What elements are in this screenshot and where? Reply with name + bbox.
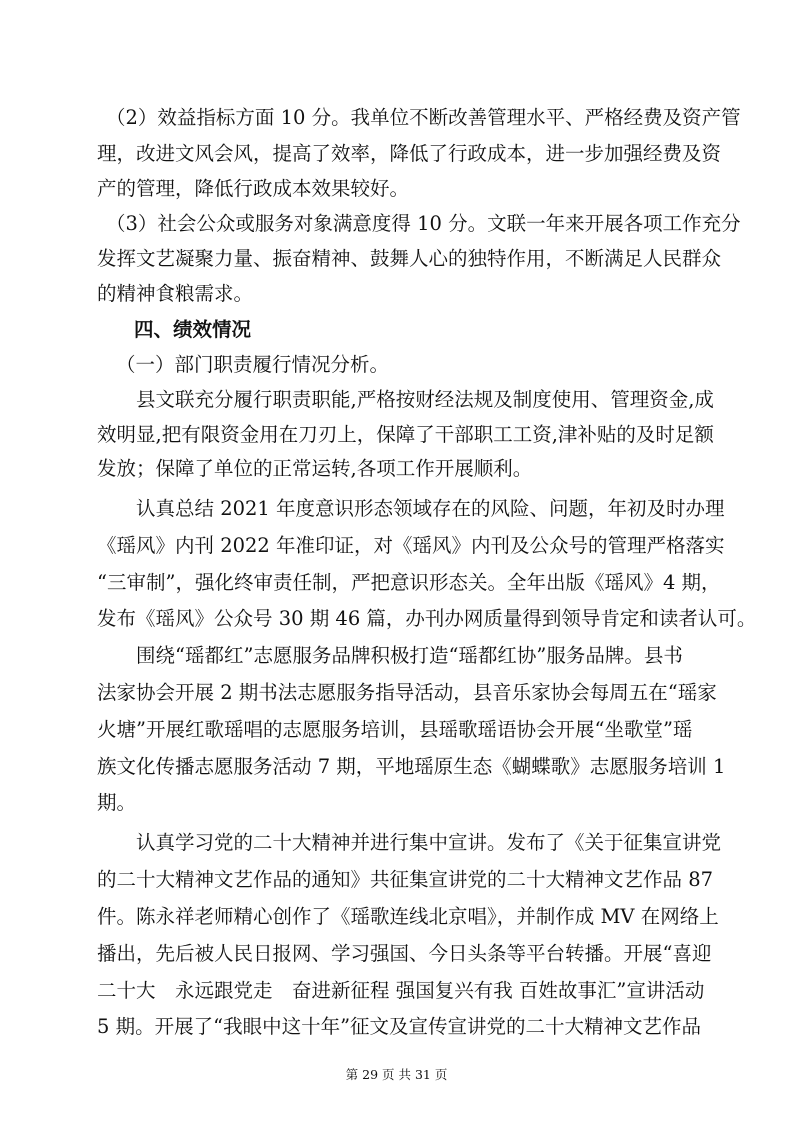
- paragraph-line: 播出，先后被人民日报网、学习强国、今日头条等平台转播。开展“喜迎: [97, 942, 712, 965]
- paragraph-line: 期。: [97, 791, 137, 814]
- paragraph-line: 认真学习党的二十大精神并进行集中宣讲。发布了《关于征集宣讲党: [136, 831, 722, 854]
- section-heading: 四、绩效情况: [134, 318, 252, 341]
- paragraph-line: 《瑶风》内刊 2022 年准印证，对《瑶风》内刊及公众号的管理严格落实: [97, 534, 725, 557]
- paragraph-line: 效明显,把有限资金用在刀刃上，保障了干部职工工资,津补贴的及时足额: [97, 423, 714, 446]
- paragraph-line: （2）效益指标方面 10 分。我单位不断改善管理水平、严格经费及资产管: [106, 106, 741, 129]
- paragraph-line: 法家协会开展 2 期书法志愿服务指导活动，县音乐家协会每周五在“瑶家: [97, 681, 717, 704]
- paragraph-line: 二十大 永远跟党走 奋进新征程 强国复兴有我 百姓故事汇”宣讲活动: [97, 979, 705, 1002]
- paragraph-line: 县文联充分履行职责职能,严格按财经法规及制度使用、管理资金,成: [136, 388, 714, 411]
- paragraph-line: 的二十大精神文艺作品的通知》共征集宣讲党的二十大精神文艺作品 87: [97, 868, 714, 891]
- paragraph-line: 认真总结 2021 年度意识形态领域存在的风险、问题，年初及时办理: [136, 497, 725, 520]
- paragraph-line: 产的管理，降低行政成本效果较好。: [97, 177, 410, 200]
- paragraph-line: （3）社会公众或服务对象满意度得 10 分。文联一年来开展各项工作充分: [106, 212, 741, 235]
- subsection-heading: （一）部门职责履行情况分析。: [116, 353, 390, 376]
- paragraph-line: 火塘”开展红歌瑶唱的志愿服务培训，县瑶歌瑶语协会开展“坐歌堂”瑶: [97, 718, 693, 741]
- paragraph-line: 发挥文艺凝聚力量、振奋精神、鼓舞人心的独特作用，不断满足人民群众: [97, 247, 722, 270]
- paragraph-line: “三审制”，强化终审责任制，严把意识形态关。全年出版《瑶风》4 期，: [97, 571, 721, 594]
- paragraph-line: 件。陈永祥老师精心创作了《瑶歌连线北京唱》，并制作成 MV 在网络上: [97, 905, 719, 928]
- paragraph-line: 的精神食粮需求。: [97, 282, 254, 305]
- paragraph-line: 发放；保障了单位的正常运转,各项工作开展顺利。: [97, 457, 533, 480]
- paragraph-line: 理，改进文风会风，提高了效率，降低了行政成本，进一步加强经费及资: [97, 142, 722, 165]
- paragraph-line: 族文化传播志愿服务活动 7 期，平地瑶原生态《蝴蝶歌》志愿服务培训 1: [97, 755, 726, 778]
- paragraph-line: 发布《瑶风》公众号 30 期 46 篇，办刊办网质量得到领导肯定和读者认可。: [97, 607, 757, 630]
- page-number-footer: 第 29 页 共 31 页: [345, 1067, 448, 1082]
- paragraph-line: 5 期。开展了“我眼中这十年”征文及宣传宣讲党的二十大精神文艺作品: [97, 1015, 702, 1038]
- paragraph-line: 围绕“瑶都红”志愿服务品牌积极打造“瑶都红协”服务品牌。县书: [136, 644, 683, 667]
